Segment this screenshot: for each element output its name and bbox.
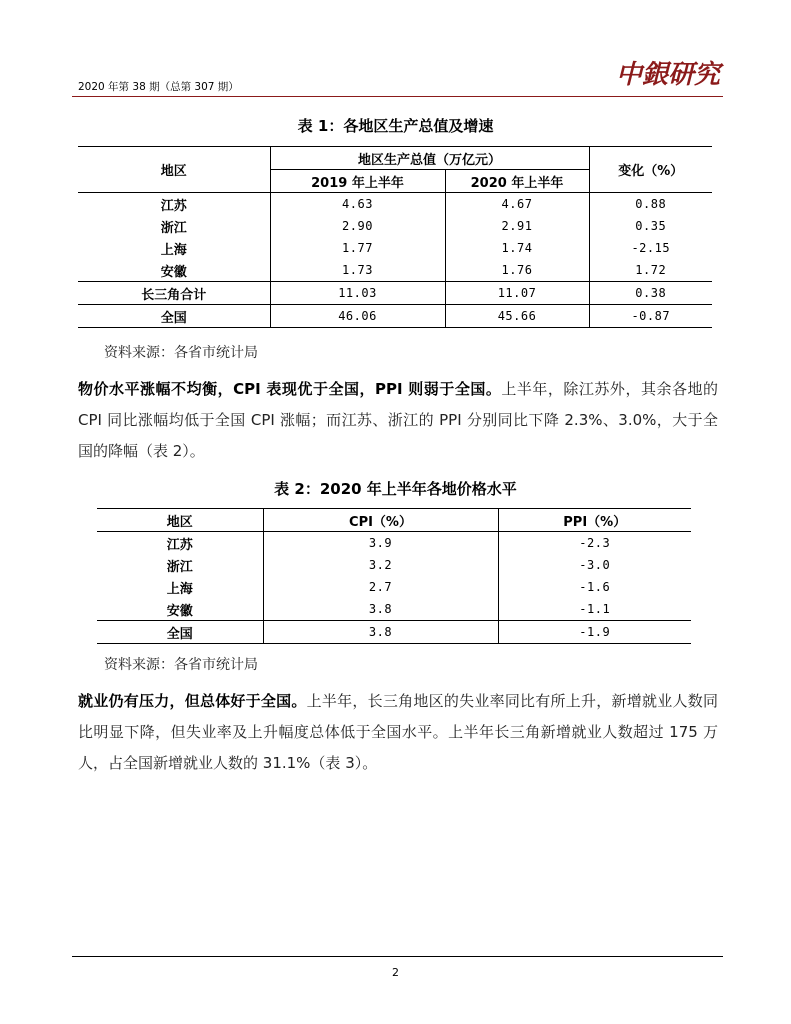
table-row [97,576,691,598]
region-cell: 江苏 [166,537,193,553]
value-cell: 4.63 [270,193,445,216]
value-cell: 11.07 [445,282,589,305]
table1-source: 资料来源：各省市统计局 [104,345,258,361]
table2-source: 资料来源：各省市统计局 [104,657,258,673]
value-cell: 2.90 [270,215,445,237]
ppi-cell: -1.1 [498,598,691,621]
paragraph-employment-body: 上半年，长三角地区的失业率同比有所上升，新增就业人数同比明显下降，但失业率及上升幅度总体低于全国水平。上半年长三角新增就业人数超过 175 万人，占全国新增就业人数的 31.1%（表 3）。 [78,692,718,772]
paragraph-prices-body: 上半年，除江苏外，其余各地的 CPI 同比涨幅均低于全国 CPI 涨幅；而江苏、浙江的 PPI 分别同比下降 2.3%、3.0%，大于全国的降幅（表 2）。 [78,380,718,460]
footer-rule [72,956,723,957]
table-row [78,215,712,237]
value-cell: 11.03 [270,282,445,305]
value-cell: 2.91 [445,215,589,237]
value-cell: 1.74 [445,237,589,259]
change-cell: 0.35 [589,215,712,237]
table-row [97,598,691,621]
region-cell: 全国 [97,621,263,644]
table2-header-region: 地区 [97,509,263,532]
table-row [78,282,712,305]
table-row [78,193,712,216]
table-row [97,554,691,576]
region-cell: 安徽 [160,264,187,280]
table2-header-ppi: PPI（%） [498,509,691,532]
region-cell: 上海 [166,581,193,597]
table1 [78,146,712,328]
region-cell: 安徽 [166,603,193,619]
table-row [78,259,712,282]
ppi-cell: -1.6 [498,576,691,598]
cpi-cell: 2.7 [263,576,498,598]
table-row [78,237,712,259]
change-cell: -0.87 [589,305,712,328]
table-row [97,532,691,555]
paragraph-employment [78,686,718,779]
table1-header-region: 地区 [78,147,270,193]
table2-caption: 表 2：2020 年上半年各地价格水平 [274,480,517,498]
table-row [97,621,691,644]
logo [614,56,724,90]
region-cell: 长三角合计 [78,282,270,305]
table-row [78,305,712,328]
table1-header-2020: 2020 年上半年 [445,170,589,193]
paragraph-prices-lead: 物价水平涨幅不均衡，CPI 表现优于全国，PPI 则弱于全国。 [78,380,502,398]
change-cell: 1.72 [589,259,712,282]
table2-header-cpi: CPI（%） [263,509,498,532]
header-rule [72,96,723,97]
table1-header-gdp: 地区生产总值（万亿元） [270,147,589,170]
ppi-cell: -2.3 [498,532,691,555]
paragraph-employment-lead: 就业仍有压力，但总体好于全国。 [78,692,307,710]
value-cell: 1.77 [270,237,445,259]
table1-header-change: 变化（%） [589,147,712,193]
region-cell: 浙江 [166,559,193,575]
ppi-cell: -1.9 [498,621,691,644]
region-cell: 浙江 [160,220,187,236]
paragraph-prices [78,374,718,467]
ppi-cell: -3.0 [498,554,691,576]
change-cell: 0.88 [589,193,712,216]
cpi-cell: 3.8 [263,598,498,621]
logo-text: 中銀研究 [616,60,721,90]
issue-label: 2020 年第 38 期（总第 307 期） [78,81,239,93]
cpi-cell: 3.8 [263,621,498,644]
value-cell: 45.66 [445,305,589,328]
value-cell: 1.76 [445,259,589,282]
page-number: 2 [392,966,399,979]
cpi-cell: 3.9 [263,532,498,555]
region-cell: 江苏 [160,198,187,214]
cpi-cell: 3.2 [263,554,498,576]
value-cell: 4.67 [445,193,589,216]
table1-caption: 表 1：各地区生产总值及增速 [297,117,494,135]
value-cell: 46.06 [270,305,445,328]
region-cell: 全国 [78,305,270,328]
change-cell: 0.38 [589,282,712,305]
change-cell: -2.15 [589,237,712,259]
table1-header-2019: 2019 年上半年 [270,170,445,193]
region-cell: 上海 [160,242,187,258]
table2 [97,508,691,644]
value-cell: 1.73 [270,259,445,282]
